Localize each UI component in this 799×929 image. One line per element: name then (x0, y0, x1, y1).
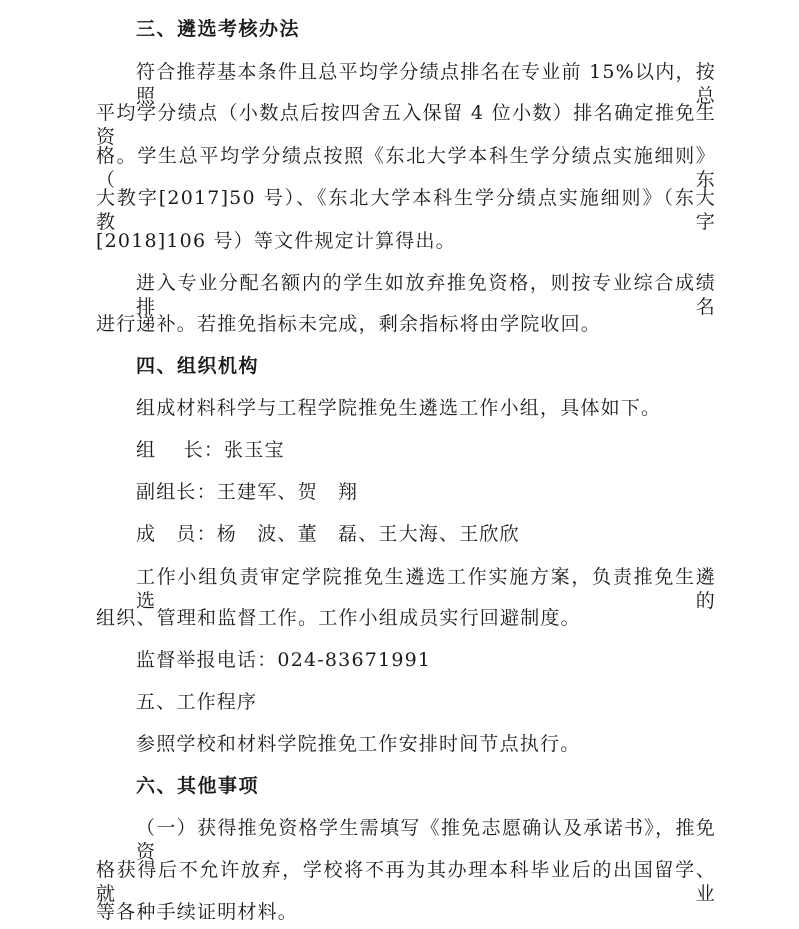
section4-duty-line2: 组织、管理和监督工作。工作小组成员实行回避制度。 (96, 607, 581, 629)
section6-item1-line1: （一）获得推免资格学生需填写《推免志愿确认及承诺书》，推免资 (136, 817, 716, 863)
section4-heading: 四、组织机构 (136, 355, 260, 377)
section6-item1-line2: 格获得后不允许放弃，学校将不再为其办理本科毕业后的出国留学、就业 (96, 859, 716, 905)
section4-deputy: 副组长：王建军、贺 翔 (136, 481, 359, 503)
section6-item1-line3: 等各种手续证明材料。 (96, 901, 299, 923)
section3-heading: 三、遴选考核办法 (136, 18, 301, 40)
section3-para2-line1: 进入专业分配名额内的学生如放弃推免资格，则按专业综合成绩排名 (136, 272, 716, 318)
section3-para1-line4: 大教字[2017]50 号）、《东北大学本科生学分绩点实施细则》（东大教字 (96, 187, 716, 233)
section5-text: 参照学校和材料学院推免工作安排时间节点执行。 (136, 733, 581, 755)
section3-para2-line2: 进行递补。若推免指标未完成，剩余指标将由学院收回。 (96, 313, 602, 335)
section3-para1-line3: 格。学生总平均学分绩点按照《东北大学本科生学分绩点实施细则》（东 (96, 145, 716, 191)
section4-duty-line1: 工作小组负责审定学院推免生遴选工作实施方案，负责推免生遴选的 (136, 566, 716, 612)
section4-hotline: 监督举报电话：024-83671991 (136, 649, 432, 671)
section4-members: 成 员：杨 波、董 磊、王大海、王欣欣 (136, 523, 520, 545)
section3-para1-line5: [2018]106 号）等文件规定计算得出。 (96, 230, 456, 252)
section3-para1-line1: 符合推荐基本条件且总平均学分绩点排名在专业前 15%以内，按照总 (136, 61, 716, 107)
section4-intro: 组成材料科学与工程学院推免生遴选工作小组，具体如下。 (136, 397, 662, 419)
section5-heading: 五、工作程序 (136, 691, 258, 713)
section4-leader: 组 长：张玉宝 (136, 439, 285, 461)
section6-heading: 六、其他事项 (136, 775, 260, 797)
section3-para1-line2: 平均学分绩点（小数点后按四舍五入保留 4 位小数）排名确定推免生资 (96, 102, 716, 148)
